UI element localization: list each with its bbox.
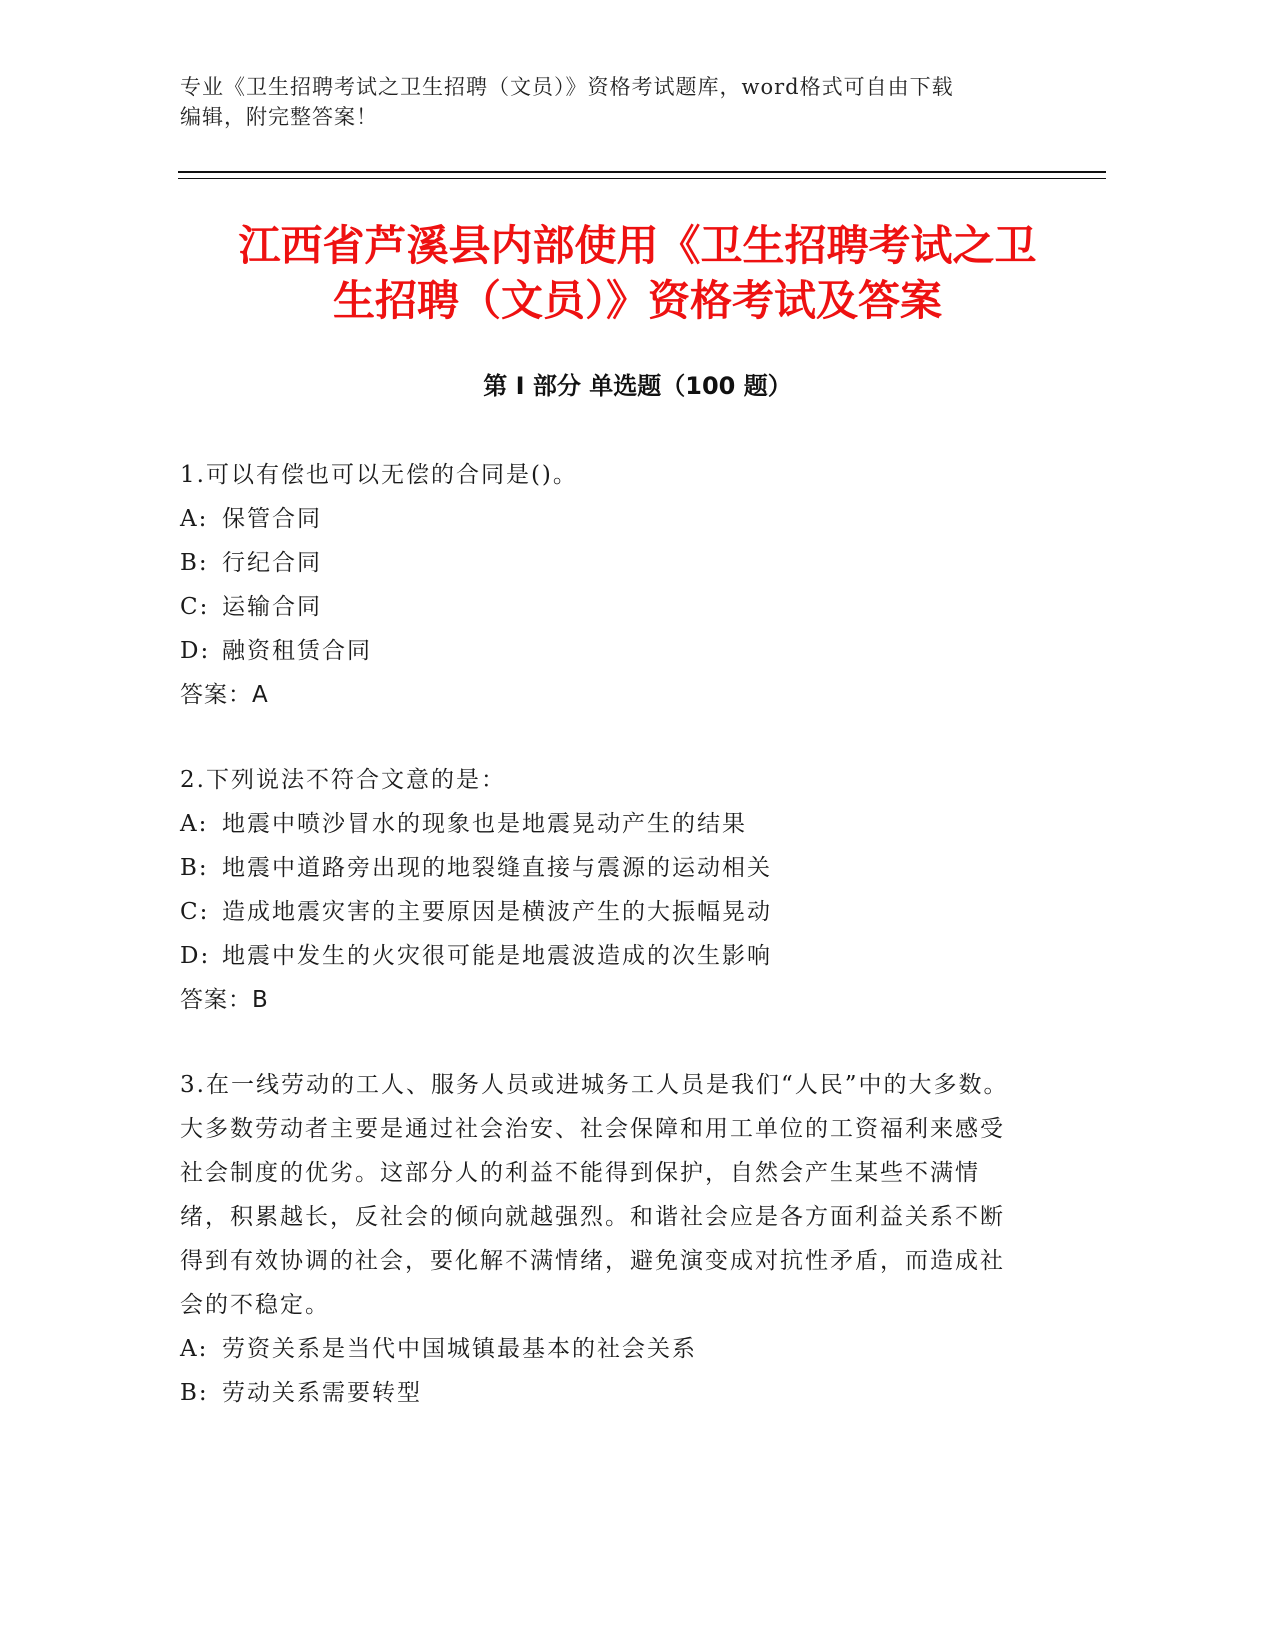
header-note-line-2: 编辑，附完整答案！	[180, 105, 378, 129]
option-key: D:	[180, 943, 211, 969]
option-key: D:	[180, 638, 211, 664]
option-text: 劳资关系是当代中国城镇最基本的社会关系	[222, 1336, 697, 1362]
option-text: 保管合同	[222, 506, 322, 532]
header-divider-thin	[178, 178, 1106, 179]
question-stem: 3.在一线劳动的工人、服务人员或进城务工人员是我们“人民”中的大多数。大多数劳动者主要是通过社会治安、社会保障和用工单位的工资福利来感受社会制度的优劣。这部分人的利益不能得到保护，自然会产生某些不满情绪，积累越长，反社会的倾向就越强烈。和谐社会应是各方面利益关系不断得到有效协调的社会，要化解不满情绪，避免演变成对抗性矛盾，而造成社会的不稳定。	[180, 1072, 1009, 1318]
option-key: A:	[180, 1336, 209, 1362]
option-text: 造成地震灾害的主要原因是横波产生的大振幅晃动	[222, 899, 772, 925]
option-b	[180, 1371, 1020, 1415]
option-c	[180, 890, 1020, 934]
option-text: 地震中发生的火灾很可能是地震波造成的次生影响	[222, 943, 772, 969]
option-d	[180, 629, 1020, 673]
option-key: C:	[180, 594, 210, 620]
option-c	[180, 585, 1020, 629]
question-block	[180, 1063, 1020, 1415]
option-a	[180, 1327, 1020, 1371]
option-text: 地震中喷沙冒水的现象也是地震晃动产生的结果	[222, 811, 747, 837]
question-stem: 1.可以有偿也可以无偿的合同是()。	[180, 462, 578, 488]
question-block	[180, 758, 1020, 1022]
question-block	[180, 453, 1020, 717]
option-key: A:	[180, 506, 209, 532]
option-a	[180, 802, 1020, 846]
option-key: B:	[180, 1380, 209, 1406]
option-text: 地震中道路旁出现的地裂缝直接与震源的运动相关	[222, 855, 772, 881]
option-text: 运输合同	[222, 594, 322, 620]
header-note	[180, 72, 1040, 132]
question-stem: 2.下列说法不符合文意的是：	[180, 767, 506, 793]
section-heading: 第 I 部分 单选题（100 题）	[483, 372, 792, 400]
option-a	[180, 497, 1020, 541]
answer-line: 答案：B	[180, 987, 269, 1013]
option-key: C:	[180, 899, 210, 925]
answer-line: 答案：A	[180, 682, 269, 708]
document-title	[180, 218, 1095, 328]
option-text: 劳动关系需要转型	[222, 1380, 422, 1406]
option-b	[180, 541, 1020, 585]
option-key: B:	[180, 550, 209, 576]
option-key: B:	[180, 855, 209, 881]
document-title-line-2: 生招聘（文员）》资格考试及答案	[332, 276, 942, 325]
option-text: 行纪合同	[222, 550, 322, 576]
option-key: A:	[180, 811, 209, 837]
option-text: 融资租赁合同	[222, 638, 372, 664]
document-title-line-1: 江西省芦溪县内部使用《卫生招聘考试之卫	[238, 221, 1037, 270]
option-d	[180, 934, 1020, 978]
header-note-line-1: 专业《卫生招聘考试之卫生招聘（文员）》资格考试题库，word格式可自由下载	[180, 75, 954, 99]
option-b	[180, 846, 1020, 890]
header-divider-thick	[178, 171, 1106, 173]
